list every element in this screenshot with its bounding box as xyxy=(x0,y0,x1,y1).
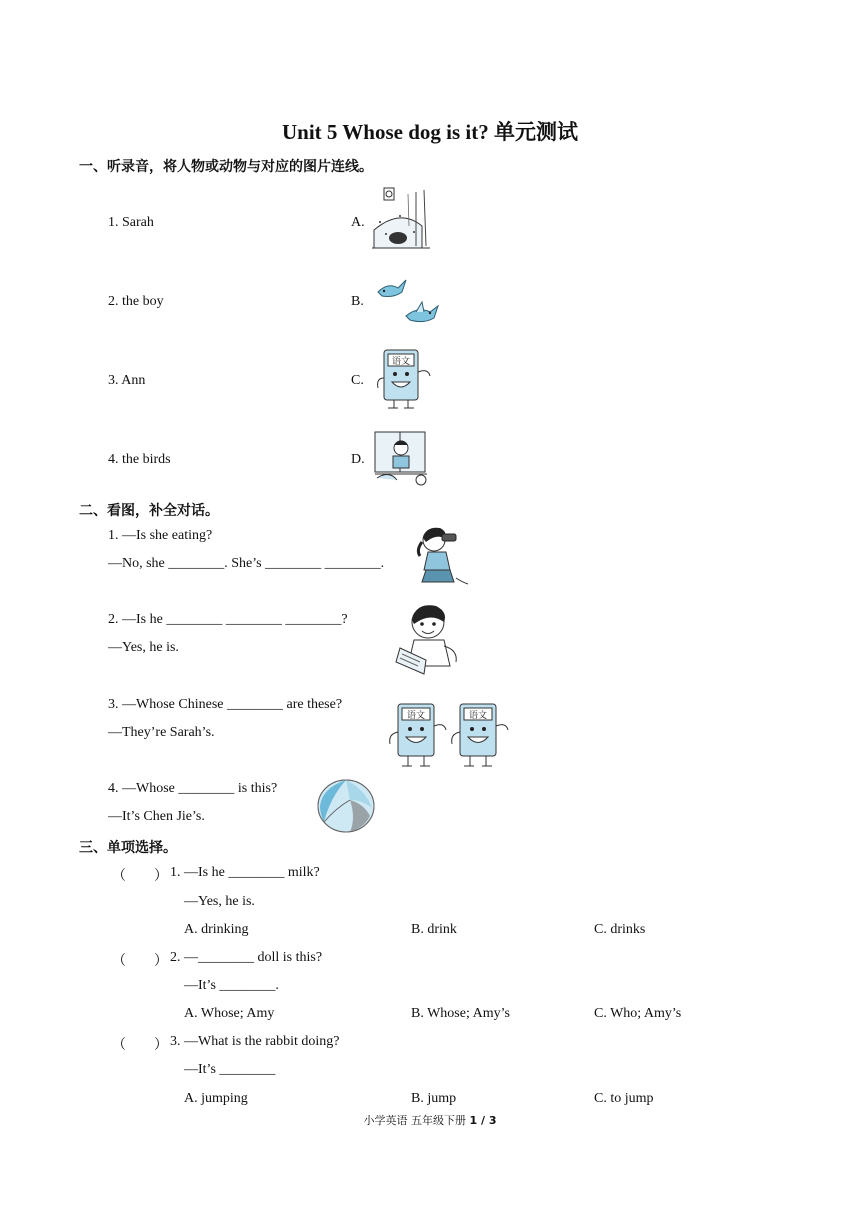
option-b: B. xyxy=(351,294,364,309)
svg-text:语文: 语文 xyxy=(468,711,488,721)
question-2-option-c: C. Who; Amy’s xyxy=(594,1006,682,1021)
chinese-book-illustration xyxy=(372,348,434,412)
dialogue-3-question: 3. —Whose Chinese ________ are these? xyxy=(108,697,343,712)
match-item-3: 3. Ann xyxy=(108,373,146,388)
question-2-reply: —It’s ________. xyxy=(184,978,279,993)
question-3-option-c: C. to jump xyxy=(594,1091,654,1106)
dialogue-1-question: 1. —Is she eating? xyxy=(108,528,213,543)
question-2-option-b: B. Whose; Amy’s xyxy=(411,1006,510,1021)
section3-heading: 三、单项选择。 xyxy=(79,840,177,856)
dialogue-1-answer: —No, she ________. She’s ________ ________. xyxy=(108,556,385,571)
question-3-reply: —It’s ________ xyxy=(184,1062,276,1077)
section2-heading: 二、看图，补全对话。 xyxy=(79,503,219,519)
page-footer xyxy=(0,1112,860,1128)
question-1-option-b: B. drink xyxy=(411,922,457,937)
boy-window-illustration xyxy=(373,430,433,488)
question-1: 1. —Is he ________ milk? xyxy=(170,865,320,880)
match-item-2: 2. the boy xyxy=(108,294,164,309)
option-a: A. xyxy=(351,215,365,230)
section1-heading: 一、听录音，将人物或动物与对应的图片连线。 xyxy=(79,159,373,175)
dialogue-3-answer: —They’re Sarah’s. xyxy=(108,725,215,740)
question-3-option-b: B. jump xyxy=(411,1091,457,1106)
option-c: C. xyxy=(351,373,364,388)
answer-bracket-1: （ ） xyxy=(112,869,168,884)
question-2-option-a: A. Whose; Amy xyxy=(184,1006,275,1021)
chinese-books-illustration xyxy=(384,700,516,772)
question-1-reply: —Yes, he is. xyxy=(184,894,255,909)
girl-watching-illustration xyxy=(414,524,472,586)
question-3-option-a: A. jumping xyxy=(184,1091,248,1106)
question-1-option-c: C. drinks xyxy=(594,922,646,937)
dialogue-2-answer: —Yes, he is. xyxy=(108,640,179,655)
boy-reading-illustration xyxy=(394,600,466,676)
dialogue-4-answer: —It’s Chen Jie’s. xyxy=(108,809,205,824)
question-1-option-a: A. drinking xyxy=(184,922,249,937)
dialogue-4-question: 4. —Whose ________ is this? xyxy=(108,781,278,796)
answer-bracket-3: （ ） xyxy=(112,1038,168,1053)
birds-illustration xyxy=(372,272,442,328)
svg-text:语文: 语文 xyxy=(391,357,411,367)
svg-text:语文: 语文 xyxy=(406,711,426,721)
dialogue-2-question: 2. —Is he ________ ________ ________? xyxy=(108,612,348,627)
question-3: 3. —What is the rabbit doing? xyxy=(170,1034,340,1049)
footer-page-number: 1 / 3 xyxy=(469,1114,497,1127)
match-item-1: 1. Sarah xyxy=(108,215,154,230)
footer-subject: 小学英语 五年级下册 xyxy=(363,1114,466,1127)
option-d: D. xyxy=(351,452,365,467)
question-2: 2. —________ doll is this? xyxy=(170,950,323,965)
page-title: Unit 5 Whose dog is it? 单元测试 xyxy=(282,120,578,144)
ball-illustration xyxy=(316,778,376,834)
match-item-4: 4. the birds xyxy=(108,452,171,467)
answer-bracket-2: （ ） xyxy=(112,954,168,969)
snow-scene-illustration xyxy=(370,186,432,252)
